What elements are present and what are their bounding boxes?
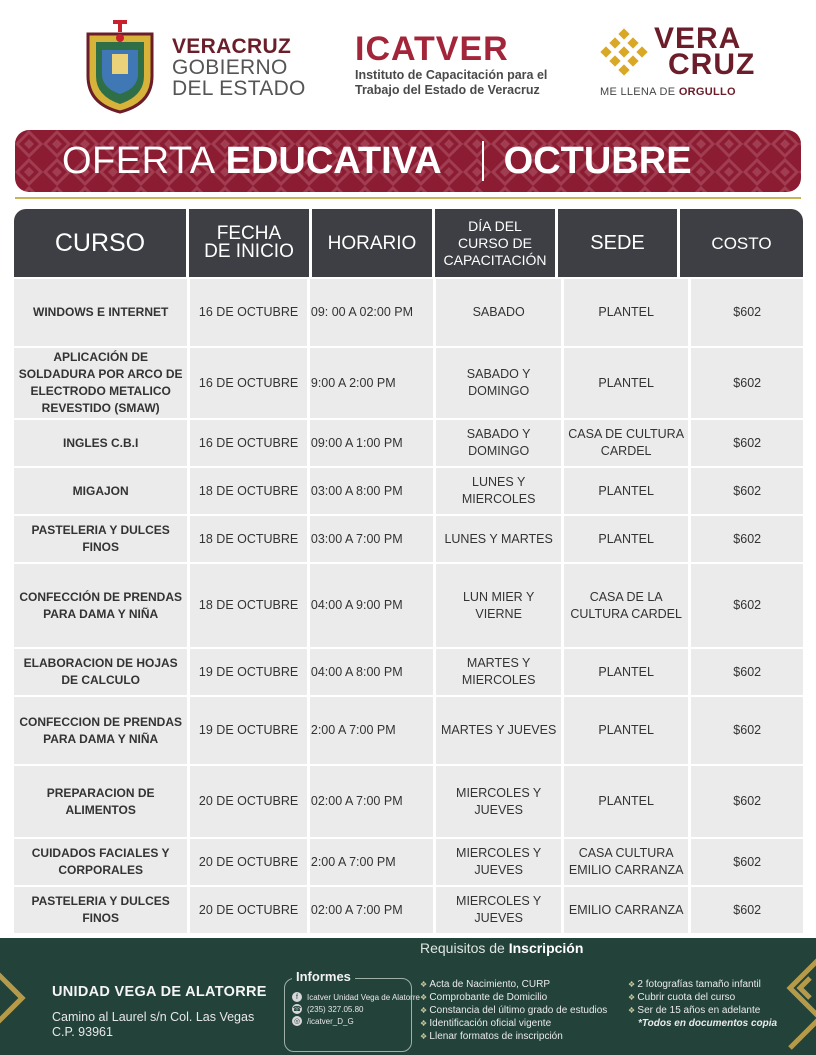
title-banner	[15, 130, 801, 192]
cell-horario: 02:00 A 7:00 PM	[310, 887, 434, 933]
phone-number: (235) 327.05.80	[307, 1004, 364, 1014]
cell-costo: $602	[691, 697, 803, 764]
header-dia-line2: CURSO DE	[458, 234, 532, 251]
cell-sede: PLANTEL	[564, 468, 689, 514]
table-row	[14, 697, 803, 764]
cell-fecha: 20 DE OCTUBRE	[190, 766, 307, 837]
requisito-item: ❖ Identificación oficial vigente	[420, 1017, 607, 1030]
cell-dia: LUNES Y MARTES	[436, 516, 561, 562]
icatver-subtitle-2: Trabajo del Estado de Veracruz	[355, 83, 540, 97]
cell-dia: SABADO	[436, 279, 561, 346]
informes-title: Informes	[292, 969, 355, 984]
cell-fecha: 16 DE OCTUBRE	[190, 279, 307, 346]
banner-word-educativa: EDUCATIVA	[225, 139, 442, 182]
requisitos-note: *Todos en documentos copia	[638, 1018, 778, 1029]
header-curso-text: CURSO	[54, 228, 146, 257]
cell-curso: PASTELERIA Y DULCES FINOS	[14, 887, 187, 933]
veracruz-government-logo	[82, 20, 306, 114]
coat-of-arms-icon	[82, 20, 158, 114]
cell-dia: LUN MIER Y VIERNE	[436, 564, 561, 647]
banner-word-oferta: OFERTA	[62, 139, 216, 182]
table-row	[14, 649, 803, 695]
cell-curso: INGLES C.B.I	[14, 420, 187, 466]
gov-subtitle-2: DEL ESTADO	[172, 76, 306, 100]
cell-sede: PLANTEL	[564, 766, 689, 837]
table-row	[14, 348, 803, 418]
cell-dia: SABADO Y DOMINGO	[436, 348, 561, 418]
cell-dia: MIERCOLES Y JUEVES	[436, 766, 561, 837]
banner-month: OCTUBRE	[503, 139, 692, 182]
header-curso	[14, 209, 186, 277]
gov-subtitle: GOBIERNO	[172, 55, 288, 79]
requisitos-list-2	[628, 978, 777, 1030]
cell-dia: MARTES Y JUEVES	[436, 697, 561, 764]
cell-curso: ELABORACION DE HOJAS DE CALCULO	[14, 649, 187, 695]
cell-fecha: 19 DE OCTUBRE	[190, 649, 307, 695]
table-row	[14, 564, 803, 647]
cell-costo: $602	[691, 279, 803, 346]
gold-divider	[15, 197, 801, 199]
requisitos-title-bold: Inscripción	[508, 940, 584, 956]
cell-curso: CONFECCION DE PRENDAS PARA DAMA Y NIÑA	[14, 697, 187, 764]
unidad-address	[52, 1010, 254, 1040]
cell-sede: CASA DE CULTURA CARDEL	[564, 420, 689, 466]
requisito-item: ❖ Comprobante de Domicilio	[420, 991, 607, 1004]
cell-fecha: 20 DE OCTUBRE	[190, 887, 307, 933]
cell-sede: PLANTEL	[564, 279, 689, 346]
cell-horario: 9:00 A 2:00 PM	[310, 348, 434, 418]
cell-fecha: 19 DE OCTUBRE	[190, 697, 307, 764]
cell-costo: $602	[691, 766, 803, 837]
cell-curso: WINDOWS E INTERNET	[14, 279, 187, 346]
cell-costo: $602	[691, 839, 803, 885]
facebook-handle: Icatver Unidad Vega de Alatorre	[307, 992, 420, 1002]
cell-horario: 03:00 A 7:00 PM	[310, 516, 434, 562]
cell-costo: $602	[691, 516, 803, 562]
tagline-text: ME LLENA DE	[600, 86, 676, 98]
cell-costo: $602	[691, 468, 803, 514]
cell-horario: 2:00 A 7:00 PM	[310, 839, 434, 885]
cell-sede: PLANTEL	[564, 348, 689, 418]
icatver-name: ICATVER	[355, 30, 509, 68]
cell-horario: 09: 00 A 02:00 PM	[310, 279, 434, 346]
cell-curso: PREPARACION DE ALIMENTOS	[14, 766, 187, 837]
cell-horario: 02:00 A 7:00 PM	[310, 766, 434, 837]
cell-horario: 09:00 A 1:00 PM	[310, 420, 434, 466]
header-fecha-line1: FECHA	[216, 223, 282, 244]
table-row	[14, 279, 803, 346]
tagline-bold: ORGULLO	[678, 86, 736, 98]
requisito-item: ❖ 2 fotografías tamaño infantil	[628, 978, 777, 991]
facebook-icon: f	[292, 992, 302, 1002]
cell-sede: CASA CULTURA EMILIO CARRANZA	[564, 839, 689, 885]
banner-divider	[482, 141, 484, 181]
cell-costo: $602	[691, 348, 803, 418]
header-fecha	[189, 209, 309, 277]
header-costo-text: COSTO	[711, 233, 772, 253]
requisitos-title	[420, 940, 583, 956]
cell-costo: $602	[691, 887, 803, 933]
header-costo	[680, 209, 803, 277]
requisito-item: ❖ Constancia del último grado de estudios	[420, 1004, 607, 1017]
informes-instagram[interactable]	[292, 1016, 354, 1026]
gov-title: VERACRUZ	[172, 34, 292, 58]
table-row	[14, 839, 803, 885]
cell-fecha: 20 DE OCTUBRE	[190, 839, 307, 885]
cruz-word: CRUZ	[668, 48, 756, 81]
phone-icon: ☎	[292, 1006, 302, 1013]
instagram-icon: ◎	[293, 1018, 301, 1025]
knot-pattern-icon	[600, 28, 648, 76]
requisito-item: ❖ Cubrir cuota del curso	[628, 991, 777, 1004]
header-horario-text: HORARIO	[327, 232, 417, 254]
header-fecha-line2: DE INICIO	[204, 241, 294, 262]
cell-curso: PASTELERIA Y DULCES FINOS	[14, 516, 187, 562]
header-sede	[558, 209, 677, 277]
header-dia-line1: DÍA DEL	[468, 217, 522, 234]
cell-curso: CONFECCIÓN DE PRENDAS PARA DAMA Y NIÑA	[14, 564, 187, 647]
cell-horario: 2:00 A 7:00 PM	[310, 697, 434, 764]
cell-sede: PLANTEL	[564, 516, 689, 562]
icatver-subtitle-1: Instituto de Capacitación para el	[355, 68, 548, 82]
icatver-logo	[355, 32, 547, 98]
header-dia-line3: CAPACITACIÓN	[443, 251, 547, 268]
informes-phone[interactable]	[292, 1004, 364, 1014]
table-row	[14, 468, 803, 514]
cell-horario: 04:00 A 8:00 PM	[310, 649, 434, 695]
page-header	[0, 0, 816, 125]
header-dia	[435, 209, 555, 277]
informes-facebook[interactable]	[292, 992, 420, 1002]
cell-sede: PLANTEL	[564, 649, 689, 695]
cell-horario: 03:00 A 8:00 PM	[310, 468, 434, 514]
veracruz-brand-logo	[600, 22, 756, 98]
requisitos-title-text: Requisitos de	[420, 940, 505, 956]
cell-dia: LUNES Y MIERCOLES	[436, 468, 561, 514]
cell-dia: MIERCOLES Y JUEVES	[436, 887, 561, 933]
cell-curso: CUIDADOS FACIALES Y CORPORALES	[14, 839, 187, 885]
table-row	[14, 887, 803, 933]
cell-fecha: 18 DE OCTUBRE	[190, 564, 307, 647]
requisito-item: ❖ Acta de Nacimiento, CURP	[420, 978, 607, 991]
header-horario	[312, 209, 432, 277]
cell-dia: MIERCOLES Y JUEVES	[436, 839, 561, 885]
vera-word: VERA	[654, 22, 742, 55]
cell-horario: 04:00 A 9:00 PM	[310, 564, 434, 647]
table-row	[14, 420, 803, 466]
cell-fecha: 18 DE OCTUBRE	[190, 468, 307, 514]
page-footer	[0, 938, 816, 1055]
cell-sede: EMILIO CARRANZA	[564, 887, 689, 933]
cell-sede: CASA DE LA CULTURA CARDEL	[564, 564, 689, 647]
cell-dia: MARTES Y MIERCOLES	[436, 649, 561, 695]
informes-box	[284, 978, 412, 1052]
cell-fecha: 18 DE OCTUBRE	[190, 516, 307, 562]
table-row	[14, 516, 803, 562]
requisito-item: ❖ Ser de 15 años en adelante	[628, 1004, 777, 1017]
cell-dia: SABADO Y DOMINGO	[436, 420, 561, 466]
cell-fecha: 16 DE OCTUBRE	[190, 348, 307, 418]
vera-tagline	[600, 86, 755, 98]
header-sede-text: SEDE	[590, 231, 645, 254]
cell-costo: $602	[691, 420, 803, 466]
cell-curso: APLICACIÓN DE SOLDADURA POR ARCO DE ELECTRODO METALICO REVESTIDO (SMAW)	[14, 348, 187, 418]
table-row	[14, 766, 803, 837]
cell-curso: MIGAJON	[14, 468, 187, 514]
address-line-2: C.P. 93961	[52, 1025, 113, 1039]
cell-fecha: 16 DE OCTUBRE	[190, 420, 307, 466]
instagram-handle: /icatver_D_G	[307, 1016, 354, 1026]
footer-left-pattern-decoration	[0, 938, 42, 1055]
cell-costo: $602	[691, 649, 803, 695]
table-header	[14, 209, 803, 277]
requisitos-list-1	[420, 978, 607, 1043]
cell-sede: PLANTEL	[564, 697, 689, 764]
unidad-name: UNIDAD VEGA DE ALATORRE	[52, 984, 267, 1000]
requisito-item: ❖ Llenar formatos de inscripción	[420, 1030, 607, 1043]
address-line-1: Camino al Laurel s/n Col. Las Vegas	[52, 1010, 255, 1024]
cell-costo: $602	[691, 564, 803, 647]
